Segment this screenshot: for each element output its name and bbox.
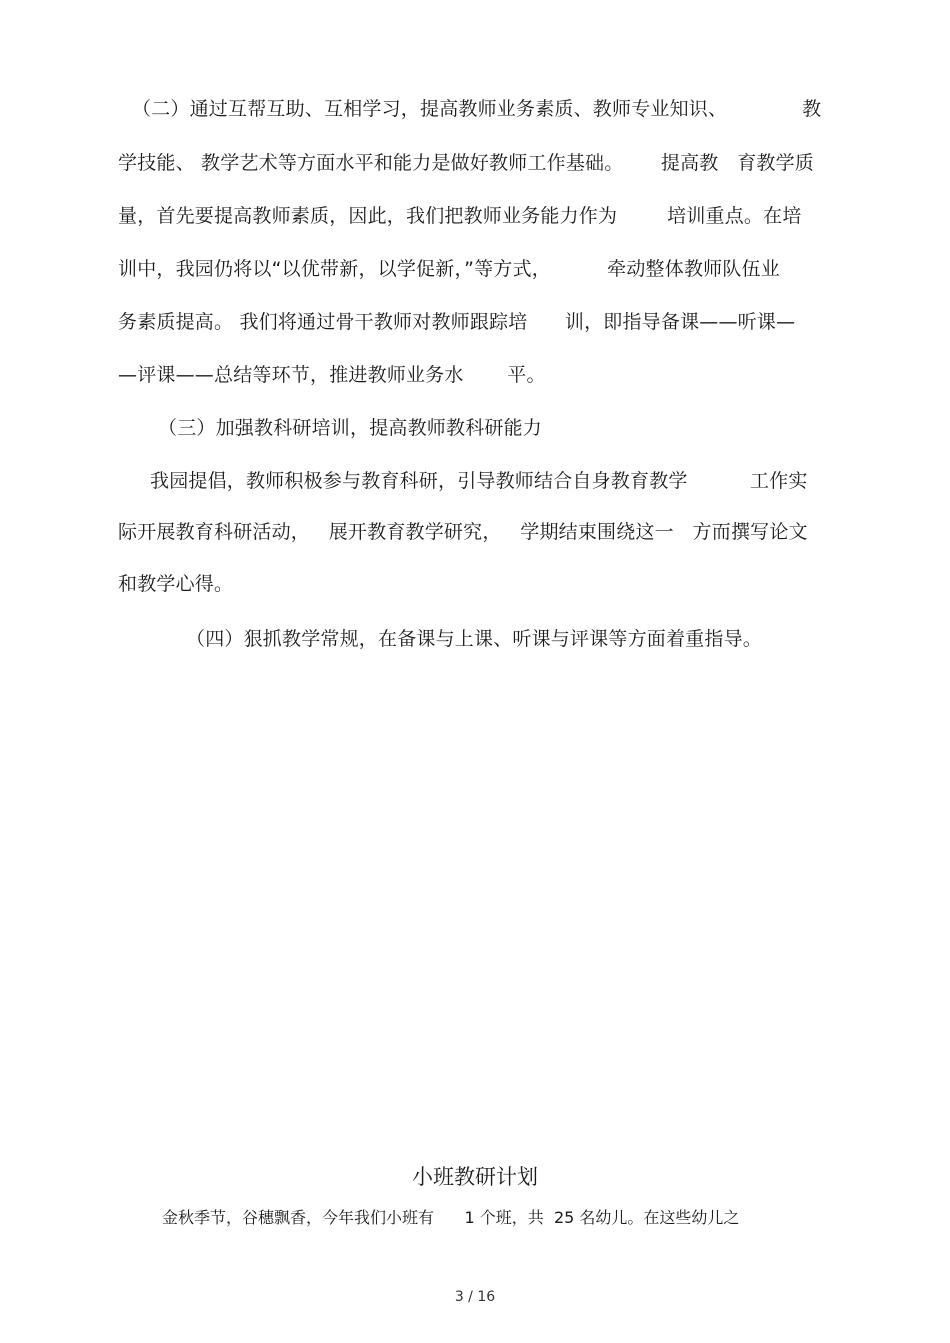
paragraph-line: —评课——总结等环节，推进教师业务水 平。: [118, 364, 546, 386]
document-title: 小班教研计划: [412, 1165, 538, 1189]
section-heading: （三）加强教科研培训，提高教师教科研能力: [158, 417, 543, 439]
paragraph-line: 我园提倡，教师积极参与教育科研，引导教师结合自身教育教学 工作实: [150, 470, 808, 492]
paragraph-line: 和教学心得。: [118, 573, 234, 595]
intro-line: 金秋季节，谷穗飘香，今年我们小班有 1 个班，共 25 名幼儿。在这些幼儿之: [162, 1208, 740, 1227]
paragraph-line: 训中，我园仍将以“以优带新，以学促新，”等方式， 牵动整体教师队伍业: [118, 258, 780, 280]
paragraph-line: 量，首先要提高教师素质，因此，我们把教师业务能力作为 培训重点。在培: [118, 205, 802, 227]
page-number: 3 / 16: [454, 1289, 496, 1305]
section-heading: （四）狠抓教学常规，在备课与上课、听课与评课等方面着重指导。: [186, 628, 763, 650]
paragraph-line: 际开展教育科研活动， 展开教育教学研究， 学期结束围绕这一 方而撰写论文: [118, 521, 808, 543]
paragraph-line: （二）通过互帮互助、互相学习，提高教师业务素质、教师专业知识、 教: [132, 98, 822, 120]
paragraph-line: 学技能、 教学艺术等方面水平和能力是做好教师工作基础。 提高教 育教学质: [118, 152, 814, 174]
paragraph-line: 务素质提高。 我们将通过骨干教师对教师跟踪培 训，即指导备课——听课—: [118, 311, 796, 333]
